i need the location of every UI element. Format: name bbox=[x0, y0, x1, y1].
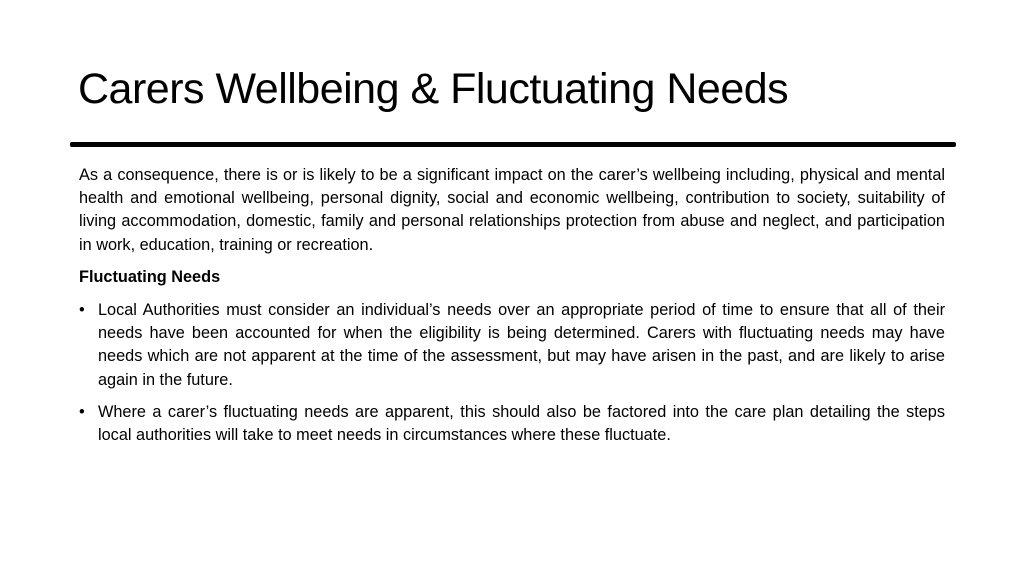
slide-title: Carers Wellbeing & Fluctuating Needs bbox=[78, 65, 789, 113]
slide-body bbox=[79, 164, 945, 456]
bullet-text: Local Authorities must consider an individual’s needs over an appropriate period of time to ensure that all of their needs have been accounted for when the eligibility is being determined. Carers with fluctuating needs may have needs which are not apparent at the time of the assessment, but may have arisen in the past, and are likely to arise again in the future. bbox=[98, 301, 945, 389]
bullet-item bbox=[79, 401, 945, 447]
bullet-list bbox=[79, 299, 945, 447]
title-divider bbox=[70, 142, 956, 147]
bullet-text: Where a carer’s fluctuating needs are apparent, this should also be factored into the care plan detailing the steps local authorities will take to meet needs in circumstances where these fluctuate. bbox=[98, 402, 945, 445]
bullet-item bbox=[79, 299, 945, 392]
bullet-icon: • bbox=[79, 301, 85, 320]
intro-paragraph: As a consequence, there is or is likely to be a significant impact on the carer’s wellbeing including, physical and mental health and emotional wellbeing, personal dignity, social and economic wellbeing, contribution to society, suitability of living accommodation, domestic, family and personal relationships protection from abuse and neglect, and participation in work, education, training or recreation. bbox=[79, 166, 945, 254]
section-heading: Fluctuating Needs bbox=[79, 267, 221, 286]
bullet-icon: • bbox=[79, 402, 85, 421]
